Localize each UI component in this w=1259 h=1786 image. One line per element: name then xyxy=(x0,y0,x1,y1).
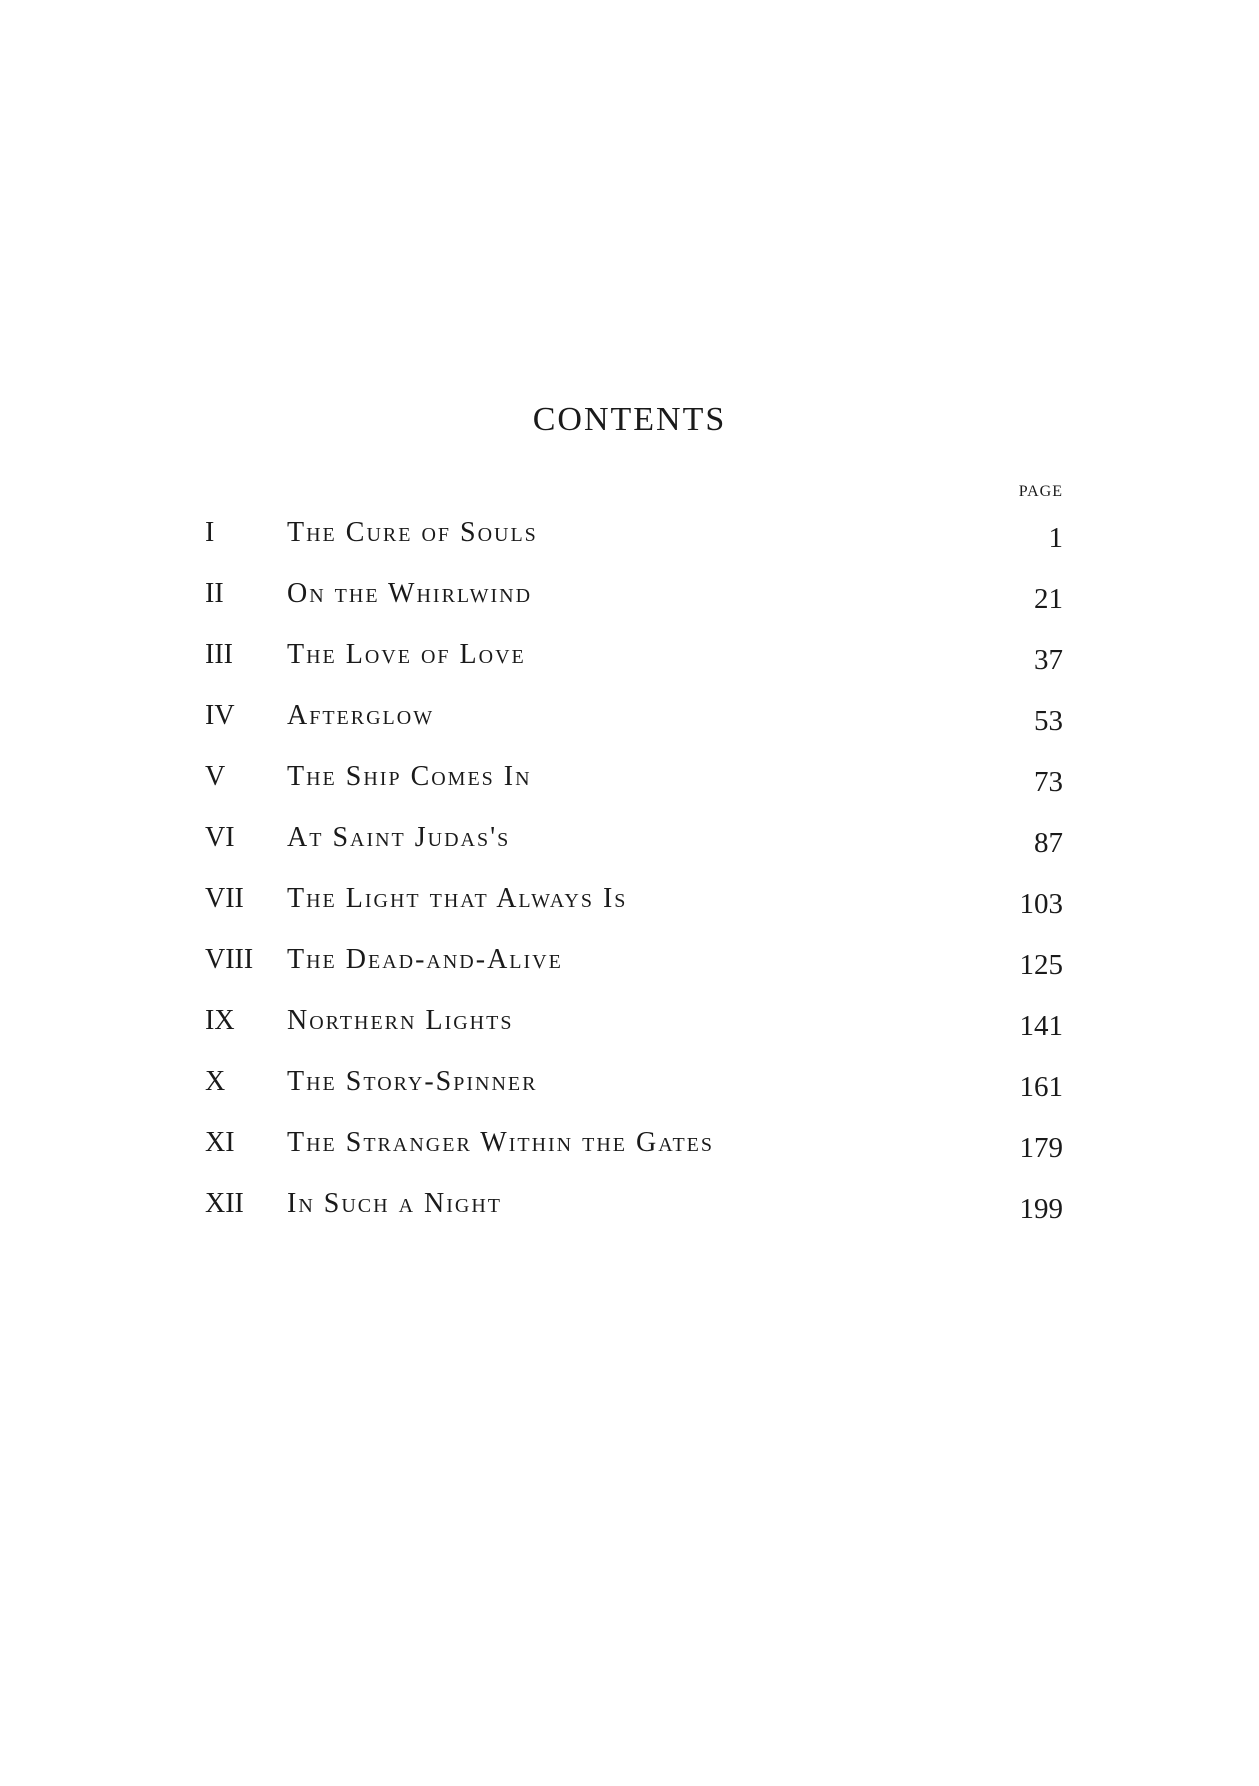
toc-entry xyxy=(205,929,1063,990)
chapter-number: VI xyxy=(205,822,235,853)
chapter-number: IX xyxy=(205,1005,235,1036)
chapter-number: VIII xyxy=(205,944,254,975)
chapter-title: On the Whirlwind xyxy=(287,578,533,609)
chapter-number: II xyxy=(205,578,224,609)
toc-entry xyxy=(205,990,1063,1051)
toc-entry xyxy=(205,624,1063,685)
chapter-number: VII xyxy=(205,883,244,914)
toc-entry xyxy=(205,563,1063,624)
chapter-page: 179 xyxy=(1019,1132,1063,1164)
toc-entry xyxy=(205,1173,1063,1234)
chapter-page: 73 xyxy=(1034,766,1063,798)
chapter-number: X xyxy=(205,1066,226,1097)
chapter-title: The Cure of Souls xyxy=(287,517,538,548)
chapter-page: 21 xyxy=(1034,583,1063,615)
chapter-page: 37 xyxy=(1034,644,1063,676)
chapter-page: 141 xyxy=(1019,1010,1063,1042)
chapter-page: 103 xyxy=(1019,888,1063,920)
toc-entry xyxy=(205,1112,1063,1173)
chapter-number: XI xyxy=(205,1127,235,1158)
toc-entry xyxy=(205,685,1063,746)
chapter-page: 53 xyxy=(1034,705,1063,737)
toc-entry xyxy=(205,807,1063,868)
chapter-title: The Dead-and-Alive xyxy=(287,944,563,975)
chapter-page: 87 xyxy=(1034,827,1063,859)
chapter-page: 1 xyxy=(1048,522,1063,554)
chapter-title: The Story-Spinner xyxy=(287,1066,538,1097)
chapter-number: IV xyxy=(205,700,235,731)
chapter-number: V xyxy=(205,761,226,792)
chapter-title: In Such a Night xyxy=(287,1188,502,1219)
page-title: CONTENTS xyxy=(532,401,727,438)
toc-entry xyxy=(205,746,1063,807)
chapter-title: At Saint Judas's xyxy=(287,822,511,853)
chapter-page: 125 xyxy=(1019,949,1063,981)
chapter-title: The Stranger Within the Gates xyxy=(287,1127,715,1158)
chapter-number: I xyxy=(205,517,215,548)
toc-entry xyxy=(205,868,1063,929)
table-of-contents xyxy=(205,502,1063,1234)
chapter-title: Northern Lights xyxy=(287,1005,514,1036)
toc-entry xyxy=(205,502,1063,563)
chapter-title: The Light that Always Is xyxy=(287,883,628,914)
chapter-page: 199 xyxy=(1019,1193,1063,1225)
toc-entry xyxy=(205,1051,1063,1112)
chapter-number: XII xyxy=(205,1188,244,1219)
chapter-title: Afterglow xyxy=(287,700,435,731)
chapter-title: The Love of Love xyxy=(287,639,526,670)
chapter-page: 161 xyxy=(1019,1071,1063,1103)
page-column-label: PAGE xyxy=(1018,483,1063,500)
chapter-number: III xyxy=(205,639,233,670)
chapter-title: The Ship Comes In xyxy=(287,761,532,792)
